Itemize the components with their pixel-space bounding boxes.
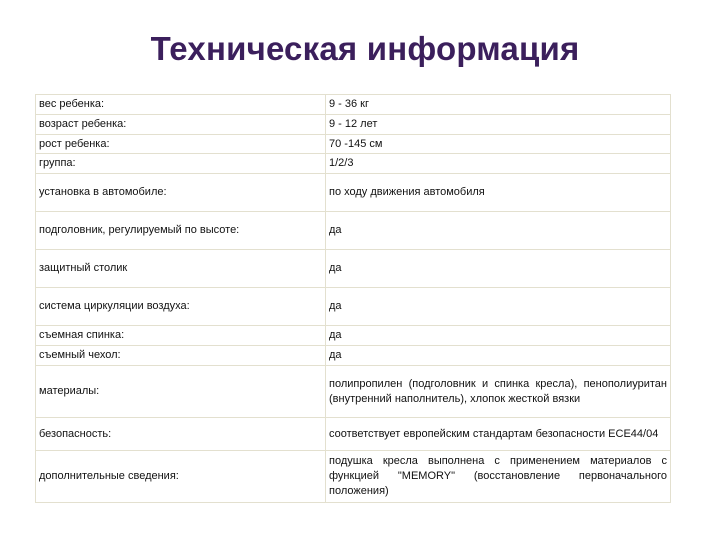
table-row [36,135,671,154]
row-label: материалы: [36,366,326,418]
row-label: система циркуляции воздуха: [36,288,326,326]
row-label: вес ребенка: [36,95,326,115]
row-label: съемный чехол: [36,346,326,366]
row-value: полипропилен (подголовник и спинка кресла), пенополиуритан (внутренний наполнитель), хлопок жесткой вязки [326,366,671,418]
spec-table [35,94,671,503]
table-row [36,95,671,115]
row-value: 70 -145 см [326,135,671,154]
table-row [36,288,671,326]
row-label: безопасность: [36,418,326,451]
table-row [36,451,671,503]
row-label: рост ребенка: [36,135,326,154]
row-label: дополнительные сведения: [36,451,326,503]
row-value: да [326,288,671,326]
row-label: защитный столик [36,250,326,288]
row-label: группа: [36,154,326,174]
row-label: возраст ребенка: [36,115,326,135]
row-value: да [326,212,671,250]
table-row [36,418,671,451]
row-value: подушка кресла выполнена с применением материалов с функцией "MEMORY" (восстановление первоначального положения) [326,451,671,503]
row-label: установка в автомобиле: [36,174,326,212]
row-value: соответствует европейским стандартам безопасности ECE44/04 [326,418,671,451]
row-value: да [326,326,671,346]
row-value: да [326,250,671,288]
table-row [36,154,671,174]
row-value: 9 - 36 кг [326,95,671,115]
table-row [36,115,671,135]
table-row [36,212,671,250]
row-value: по ходу движения автомобиля [326,174,671,212]
page-title: Техническая информация [150,30,580,67]
table-row [36,346,671,366]
table-row [36,366,671,418]
table-row [36,326,671,346]
row-value: 9 - 12 лет [326,115,671,135]
row-value: 1/2/3 [326,154,671,174]
row-label: подголовник, регулируемый по высоте: [36,212,326,250]
table-row [36,174,671,212]
table-row [36,250,671,288]
row-value: да [326,346,671,366]
row-label: съемная спинка: [36,326,326,346]
